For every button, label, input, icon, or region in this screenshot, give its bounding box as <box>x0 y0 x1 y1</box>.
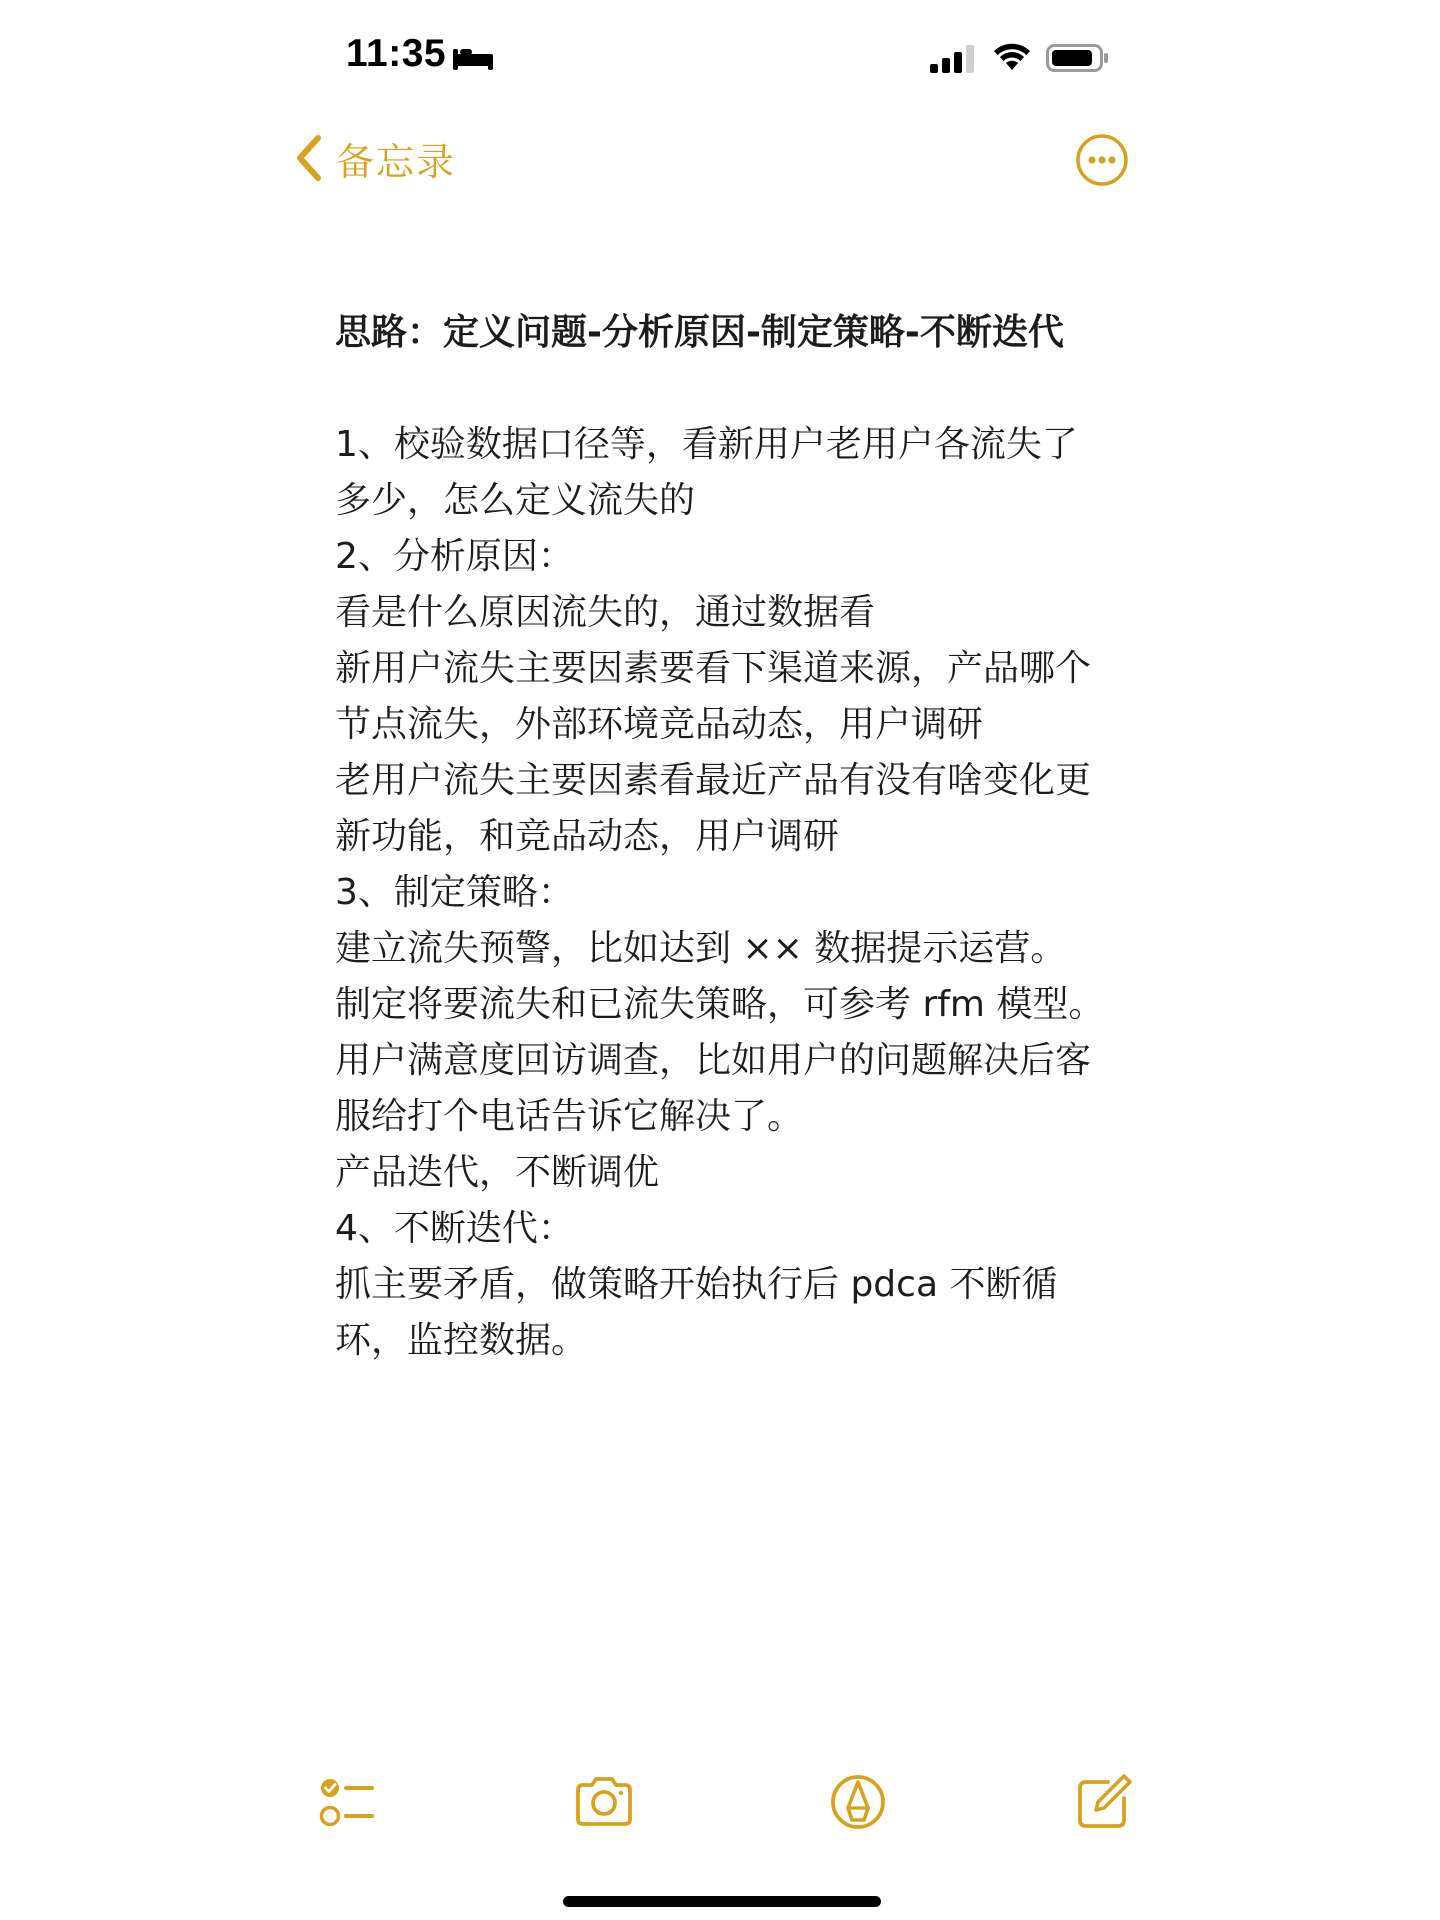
more-options-button[interactable] <box>1074 132 1130 188</box>
note-line: 2、分析原因： <box>335 536 574 577</box>
markup-button[interactable] <box>826 1770 890 1834</box>
note-line: 新用户流失主要因素要看下渠道来源，产品哪个节点流失，外部环境竞品动态，用户调研 <box>335 648 1092 745</box>
camera-icon <box>578 1779 630 1824</box>
checklist-icon <box>321 1779 372 1825</box>
back-button[interactable] <box>292 128 456 188</box>
note-line: 3、制定策略： <box>335 872 574 913</box>
checklist-button[interactable] <box>314 1770 378 1834</box>
note-line: 老用户流失主要因素看最近产品有没有啥变化更新功能，和竞品动态，用户调研 <box>335 760 1092 857</box>
camera-button[interactable] <box>572 1770 636 1834</box>
battery-icon <box>1046 42 1110 74</box>
note-line: 用户满意度回访调查，比如用户的问题解决后客服给打个电话告诉它解决了。 <box>335 1040 1092 1137</box>
note-title: 思路：定义问题-分析原因-制定策略-不断迭代 <box>335 312 1064 353</box>
markup-pen-icon <box>833 1777 883 1827</box>
cellular-signal-icon <box>928 44 976 74</box>
note-line: 产品迭代，不断调优 <box>335 1152 660 1193</box>
chevron-left-icon <box>292 132 326 184</box>
sleep-focus-icon <box>452 46 494 72</box>
wifi-icon <box>992 42 1032 74</box>
compose-button[interactable] <box>1072 1770 1136 1834</box>
back-label: 备忘录 <box>336 139 457 184</box>
home-indicator[interactable] <box>563 1896 881 1907</box>
note-line: 抓主要矛盾，做策略开始执行后 pdca 不断循环，监控数据。 <box>335 1264 1058 1361</box>
ellipsis-circle-icon <box>1078 136 1126 184</box>
note-line: 4、不断迭代： <box>335 1208 574 1249</box>
note-line: 建立流失预警，比如达到 ×× 数据提示运营。 <box>335 928 1067 969</box>
compose-icon <box>1080 1776 1130 1826</box>
status-time: 11:35 <box>346 32 447 75</box>
note-line: 看是什么原因流失的，通过数据看 <box>335 592 876 633</box>
note-body[interactable] <box>335 305 1105 1369</box>
note-line: 1、校验数据口径等，看新用户老用户各流失了多少，怎么定义流失的 <box>335 424 1078 521</box>
note-line: 制定将要流失和已流失策略，可参考 rfm 模型。 <box>335 984 1105 1025</box>
blank-line <box>335 361 1105 417</box>
